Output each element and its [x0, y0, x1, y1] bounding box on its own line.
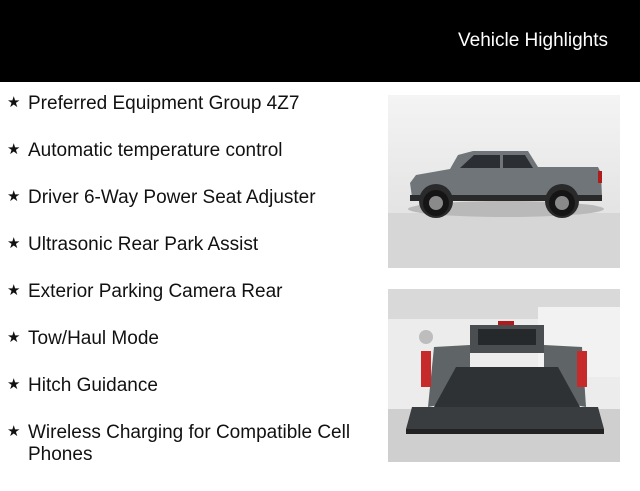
- list-item: [0, 93, 380, 115]
- feature-text: Ultrasonic Rear Park Assist: [28, 234, 259, 255]
- feature-text: Exterior Parking Camera Rear: [28, 281, 283, 302]
- star-icon: ★: [7, 329, 21, 346]
- feature-text: Tow/Haul Mode: [28, 328, 159, 349]
- list-item: [0, 281, 380, 303]
- star-icon: ★: [7, 423, 21, 440]
- list-item: [0, 234, 380, 256]
- list-item: [0, 187, 380, 209]
- list-item: [0, 375, 380, 397]
- star-icon: ★: [7, 141, 21, 158]
- feature-text: Automatic temperature control: [28, 140, 283, 161]
- feature-text: Preferred Equipment Group 4Z7: [28, 93, 300, 114]
- star-icon: ★: [7, 282, 21, 299]
- feature-text: Wireless Charging for Compatible Cell Phones: [28, 422, 351, 465]
- list-item: [0, 422, 380, 466]
- feature-list: [0, 93, 380, 491]
- star-icon: ★: [7, 188, 21, 205]
- header-bar: [0, 0, 640, 82]
- truck-bed-photo: [388, 289, 620, 462]
- list-item: [0, 140, 380, 162]
- star-icon: ★: [7, 94, 21, 111]
- list-item: [0, 328, 380, 350]
- feature-text: Hitch Guidance: [28, 375, 158, 396]
- feature-text: Driver 6-Way Power Seat Adjuster: [28, 187, 316, 208]
- star-icon: ★: [7, 235, 21, 252]
- page-title: Vehicle Highlights: [458, 30, 608, 51]
- star-icon: ★: [7, 376, 21, 393]
- truck-side-photo: [388, 95, 620, 268]
